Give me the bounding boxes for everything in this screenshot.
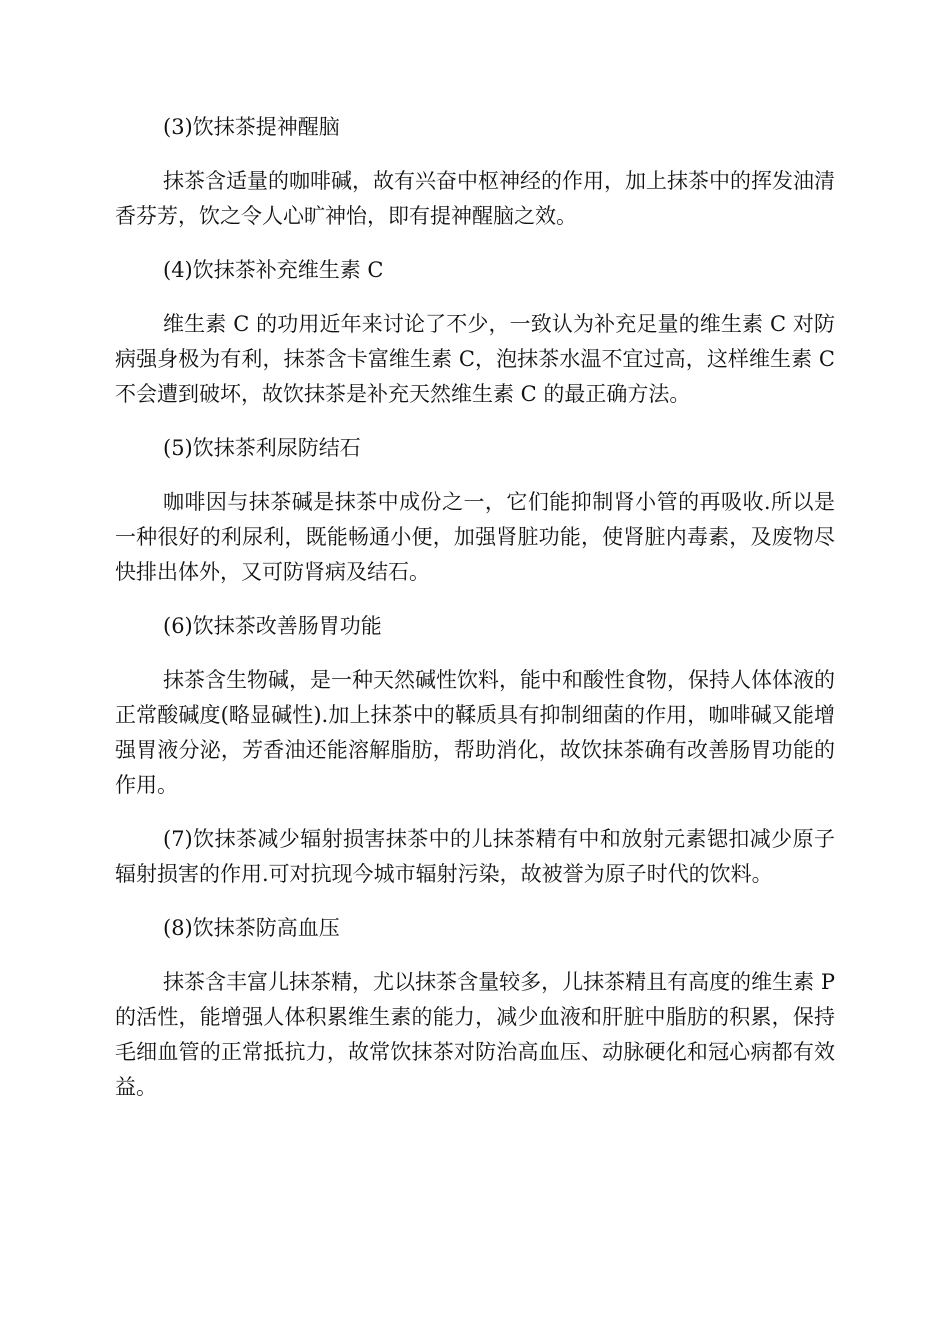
section-heading-3: (3)饮抹茶提神醒脑 (163, 115, 340, 139)
section-body-8: 抹茶含丰富儿抹茶精，尤以抹茶含量较多，儿抹茶精且有高度的维生素 P 的活性，能增强人体积累维生素的能力，减少血液和肝脏中脂肪的积累，保持毛细血管的正常抵抗力，故常饮抹茶对防治高血压、动脉硬化和冠心病都有效益。 (115, 970, 835, 1099)
section-heading-5: (5)饮抹茶利尿防结石 (163, 436, 361, 460)
section-heading-8: (8)饮抹茶防高血压 (163, 916, 340, 940)
section-heading-4: (4)饮抹茶补充维生素 C (163, 258, 384, 282)
document-body (115, 110, 835, 1124)
section-body-5: 咖啡因与抹茶碱是抹茶中成份之一，它们能抑制肾小管的再吸收.所以是一种很好的利尿利，既能畅通小便，加强肾脏功能，使肾脏内毒素，及废物尽快排出体外，又可防肾病及结石。 (115, 490, 835, 584)
section-heading-6: (6)饮抹茶改善肠胃功能 (163, 614, 382, 638)
section-body-6: 抹茶含生物碱，是一种天然碱性饮料，能中和酸性食物，保持人体体液的正常酸碱度(略显碱性).加上抹茶中的鞣质具有抑制细菌的作用，咖啡碱又能增强胃液分泌，芳香油还能溶解脂肪，帮助消化，故饮抹茶确有改善肠胃功能的作用。 (115, 668, 835, 797)
section-body-7: (7)饮抹茶减少辐射损害抹茶中的儿抹茶精有中和放射元素锶扣减少原子辐射损害的作用.可对抗现今城市辐射污染，故被誉为原子时代的饮料。 (115, 827, 835, 886)
section-body-4: 维生素 C 的功用近年来讨论了不少，一致认为补充足量的维生素 C 对防病强身极为有利，抹茶含卡富维生素 C，泡抹茶水温不宜过高，这样维生素 C 不会遭到破坏，故饮抹茶是补充天然维生素 C 的最正确方法。 (115, 312, 835, 406)
section-body-3: 抹茶含适量的咖啡碱，故有兴奋中枢神经的作用，加上抹茶中的挥发油清香芬芳，饮之令人心旷神怡，即有提神醒脑之效。 (115, 169, 835, 228)
